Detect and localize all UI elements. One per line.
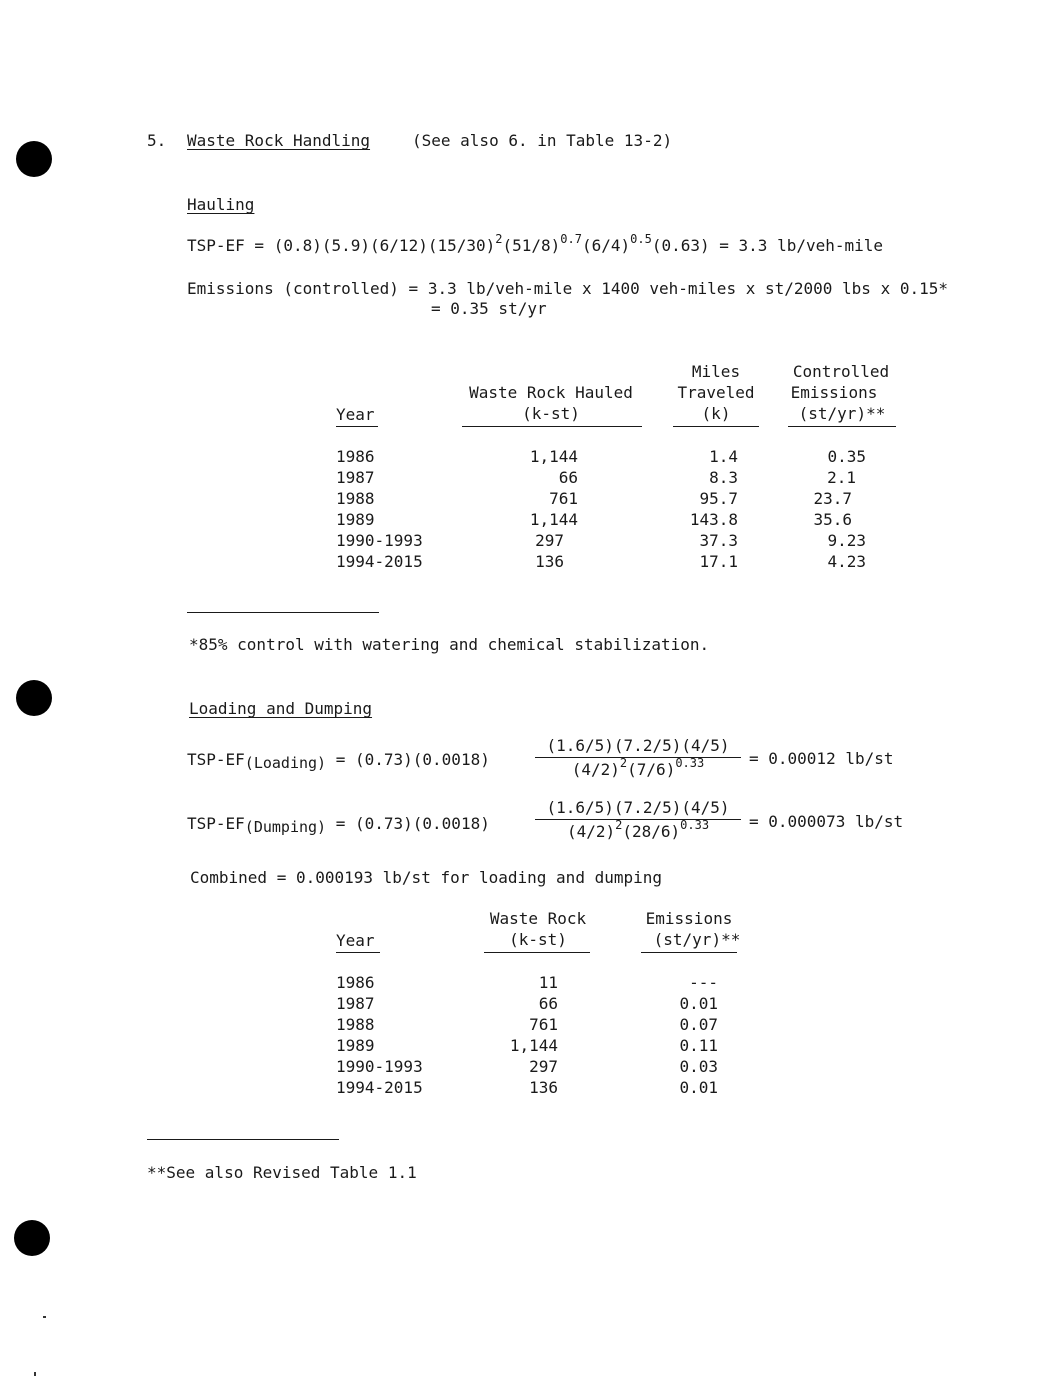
year-cell: 1994-2015 [336,1078,423,1097]
fraction-bar [535,757,741,758]
hauling-col-miles-header-1: Miles [691,362,741,381]
hauling-header-rule [462,426,642,427]
loading-footnote: **See also Revised Table 1.1 [147,1163,417,1182]
table-row [336,1077,718,1098]
table-row [336,530,866,551]
loading-col-em-header-1: Emissions [645,909,733,928]
emissions-controlled-line2: = 0.35 st/yr [431,299,547,318]
year-cell: 1990-1993 [336,531,423,550]
loading-col-year-header: Year [336,931,375,950]
hauling-col-miles-header-2: Traveled [677,383,755,402]
rock-cell: 66 [538,994,558,1013]
hauling-col-ctrl-header-3: (st/yr)** [798,404,886,423]
fraction-numerator: (1.6/5)(7.2/5)(4/5) [546,736,730,755]
punch-hole-top [16,141,52,177]
hauling-table [336,446,866,572]
hauling-col-ctrl-header-2: Emissions [790,383,878,402]
hauling-eq-exponent: 0.7 [560,231,582,246]
loading-header-rule [336,952,380,953]
hauling-eq-part: (0.63) = 3.3 lb/veh-mile [651,236,884,255]
table-row [336,1035,718,1056]
table-row [336,446,866,467]
fraction-denominator: $(4/2)^2(28/6)^{0.33}$ [566,817,710,841]
tsp-ef-dumping-result: = 0.000073 lb/st [749,812,904,831]
tsp-ef-dumping-fraction [535,798,741,842]
loading-subscript: (Loading) [244,754,327,772]
miles-cell: 8.3 [709,468,738,487]
emissions-cell: 0.11 [679,1036,718,1055]
punch-hole-middle [16,680,52,716]
hauling-col-year-header: Year [336,405,375,424]
year-cell: 1988 [336,1015,375,1034]
table-row [336,551,866,572]
table-row [336,488,866,509]
hauling-header-rule [336,426,378,427]
emissions-cell: 4.23 [827,552,866,571]
hauling-eq-part: (6/4) [581,236,631,255]
loading-col-em-header-2: (st/yr)** [653,930,741,949]
hauling-eq-exponent: 2 [495,231,503,246]
hauled-cell: 1,144 [529,510,578,529]
hauling-header-rule [673,426,759,427]
miles-cell: 95.7 [699,489,738,508]
year-cell: 1986 [336,973,375,992]
hauling-footnote: *85% control with watering and chemical stabilization. [189,635,710,654]
scan-speck [43,1316,46,1318]
miles-cell: 17.1 [699,552,738,571]
loading-table [336,972,718,1098]
emissions-cell: 35.6 [813,510,852,529]
fraction-bar [535,819,741,820]
fraction-denominator: $(4/2)^2(7/6)^{0.33}$ [571,755,705,779]
table-row [336,467,866,488]
rock-cell: 761 [529,1015,558,1034]
emissions-cell: 23.7 [813,489,852,508]
punch-hole-bottom [14,1220,50,1256]
rock-cell: 1,144 [509,1036,558,1055]
year-cell: 1986 [336,447,375,466]
loading-header-rule [484,952,590,953]
year-cell: 1987 [336,468,375,487]
table-row [336,972,718,993]
hauling-eq-exponent: 0.5 [630,231,652,246]
scan-speck [34,1372,36,1376]
emissions-cell: 0.01 [679,1078,718,1097]
fraction-numerator: (1.6/5)(7.2/5)(4/5) [546,798,730,817]
table-row [336,1056,718,1077]
section-title: Waste Rock Handling [187,131,371,150]
hauling-tsp-ef-equation [187,231,884,256]
hauling-eq-part: (0.8)(5.9)(6/12)(15/30) [273,236,496,255]
year-cell: 1994-2015 [336,552,423,571]
hauled-cell: 761 [549,489,578,508]
tsp-ef-dumping-lhs: TSP-$EF_{(Dumping)} = (0.73)(0.0018)$ [187,814,500,836]
emissions-controlled-line1: Emissions (controlled) = 3.3 lb/veh-mile x 1400 veh-miles x st/2000 lbs x 0.15* [187,279,948,298]
hauling-eq-part: (51/8) [502,236,561,255]
footnote-rule [147,1139,339,1140]
emissions-cell: 0.07 [679,1015,718,1034]
dumping-subscript: (Dumping) [244,818,327,836]
tsp-ef-loading-result: = 0.00012 lb/st [749,749,894,768]
hauled-cell: 297 [535,531,564,550]
loading-header-rule [641,952,737,953]
emissions-cell: 0.01 [679,994,718,1013]
year-cell: 1988 [336,489,375,508]
hauling-col-ctrl-header-1: Controlled [792,362,890,381]
miles-cell: 1.4 [709,447,738,466]
table-row [336,993,718,1014]
hauling-col-hauled-header-2: (k-st) [522,404,580,423]
loading-heading: Loading and Dumping [189,699,373,718]
section-note: (See also 6. in Table 13-2) [412,131,673,150]
hauling-col-miles-header-3: (k) [701,404,731,423]
year-cell: 1987 [336,994,375,1013]
loading-col-rock-header-2: (k-st) [509,930,567,949]
year-cell: 1989 [336,510,375,529]
emissions-cell: 0.35 [827,447,866,466]
hauled-cell: 1,144 [529,447,578,466]
rock-cell: 297 [529,1057,558,1076]
hauled-cell: 66 [558,468,578,487]
tsp-ef-loading-fraction [535,736,741,780]
loading-col-rock-header-1: Waste Rock [489,909,587,928]
combined-line: Combined = 0.000193 lb/st for loading and dumping [190,868,663,887]
hauling-header-rule [788,426,896,427]
hauling-heading: Hauling [187,195,255,214]
emissions-cell: --- [689,973,718,992]
miles-cell: 37.3 [699,531,738,550]
emissions-cell: 0.03 [679,1057,718,1076]
table-row [336,1014,718,1035]
hauling-col-hauled-header-1: Waste Rock Hauled [469,383,633,402]
miles-cell: 143.8 [689,510,738,529]
year-cell: 1990-1993 [336,1057,423,1076]
emissions-cell: 2.1 [827,468,856,487]
tsp-ef-loading-lhs: TSP-$EF_{(Loading)} = (0.73)(0.0018)$ [187,750,500,772]
hauling-eq-lhs: TSP-EF = [187,236,274,255]
rock-cell: 11 [538,973,558,992]
section-number: 5. [147,131,167,150]
hauled-cell: 136 [535,552,564,571]
emissions-cell: 9.23 [827,531,866,550]
footnote-rule [187,612,379,613]
rock-cell: 136 [529,1078,558,1097]
year-cell: 1989 [336,1036,375,1055]
table-row [336,509,866,530]
